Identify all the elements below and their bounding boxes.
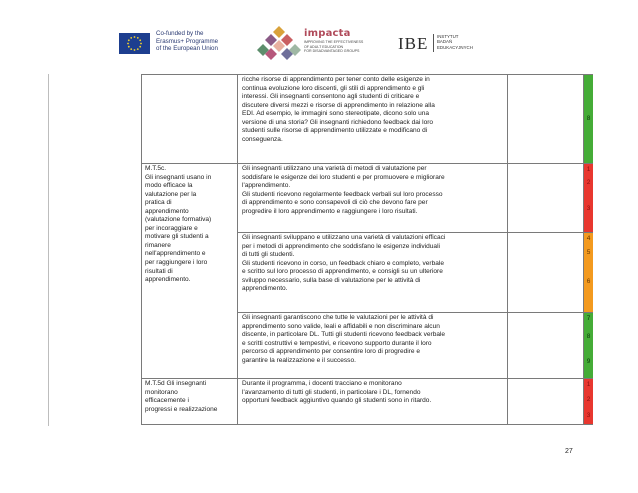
ibe-line: BADAŃ (437, 39, 453, 45)
score-number: 1 (586, 381, 591, 388)
impacta-tagline-line: FOR DISADVANTAGED GROUPS (304, 49, 360, 54)
assessment-table (141, 74, 593, 425)
descriptor-line: l'apprendimento. (242, 182, 291, 190)
descriptor-line: discente, in particolare DL. Tutti gli studenti ricevono feedback verbale (242, 331, 446, 339)
ibe-institute-name (437, 34, 473, 50)
criterion-line: apprendimento. (145, 276, 191, 284)
eu-flag-icon (119, 33, 150, 54)
descriptor-line: sviluppo necessario, sulla base di valutazione per le attività di (242, 276, 421, 284)
ibe-logo-mark: IBE (398, 34, 429, 53)
score-number: 6 (586, 278, 591, 285)
criterion-line: Gli insegnanti usano in (145, 173, 212, 181)
descriptor-cell (238, 313, 508, 379)
descriptor-line: apprendimento. (242, 285, 288, 293)
descriptor-cell (238, 379, 508, 425)
descriptor-line: interessi. Gli insegnanti consentono agli studenti di criticare e (242, 93, 420, 101)
criterion-cell (142, 379, 238, 425)
eu-funding-statement (156, 30, 236, 53)
impacta-geometric-logo-icon (255, 24, 303, 62)
criterion-line: rimanere (145, 241, 171, 249)
notes-cell (508, 75, 584, 164)
ibe-divider (433, 34, 434, 52)
score-number: 9 (586, 358, 591, 365)
descriptor-line: Gli insegnanti garantiscono che tutte le valutazioni per le attività di (242, 314, 434, 321)
score-number: 7 (586, 315, 591, 322)
descriptor-line: soddisfare le esigenze dei loro studenti e per promuovere e migliorare (242, 173, 445, 181)
eu-line: Co-funded by the (156, 30, 204, 37)
descriptor-line: progredire il loro apprendimento e raggiungere i loro risultati. (242, 207, 418, 215)
score-cell (584, 379, 593, 425)
descriptor-line: e scritti costruttivi e tempestivi, e ricevono supporto durante il loro (242, 339, 432, 347)
impacta-name: impacta (304, 28, 351, 39)
criterion-line: risultati di (145, 267, 173, 275)
criterion-line: valutazione per la (145, 190, 197, 198)
descriptor-line: Gli studenti ricevono regolarmente feedback verbali sul loro processo (242, 190, 443, 198)
descriptor-line: EDI. Ad esempio, le immagini sono stereotipate, dicono solo una (242, 110, 430, 118)
page-number: 27 (565, 448, 573, 455)
impacta-tagline-line: IMPROVING THE EFFECTIVENESS (304, 40, 364, 44)
descriptor-line: conseguenza. (242, 135, 283, 143)
descriptor-line: opportuni feedback aggiuntivo quando gli studenti sono in ritardo. (242, 397, 432, 405)
criterion-line: M.T.5d Gli insegnanti (145, 380, 207, 387)
eu-line: Erasmus+ Programme (156, 37, 219, 45)
criterion-line: nell'apprendimento e (145, 250, 206, 258)
notes-cell (508, 379, 584, 425)
descriptor-line: ricche risorse di apprendimento per tener conto delle esigenze in (242, 76, 430, 83)
descriptor-line: discutere diversi mezzi e risorse di apprendimento in relazione alla (242, 101, 435, 109)
score-cell (584, 75, 593, 164)
criterion-line: pratica di (145, 199, 172, 207)
descriptor-line: percorso di apprendimento per consentire loro di progredire e (242, 348, 420, 356)
criterion-line: M.T.5c. (145, 165, 167, 172)
descriptor-line: studenti sulle risorse di apprendimento utilizzate e modificano di (242, 127, 428, 135)
criterion-cell (142, 164, 238, 379)
score-number: 3 (586, 205, 591, 212)
descriptor-line: e scritto sul loro processo di apprendimento, e consigli su un ulteriore (242, 268, 443, 276)
impacta-branding (304, 28, 384, 54)
ibe-line: EDUKACYJNYCH (437, 44, 473, 50)
criterion-line: motivare gli studenti a (145, 233, 209, 241)
score-number: 3 (586, 412, 591, 419)
criterion-line: apprendimento (145, 207, 189, 215)
descriptor-line: di apprendimento e sono consapevoli di ciò che devono fare per (242, 199, 428, 207)
criterion-line: modo efficace la (145, 182, 193, 190)
descriptor-line: Durante il programma, i docenti tracciano e monitorano (242, 380, 402, 387)
notes-cell (508, 233, 584, 313)
score-number: 8 (586, 333, 591, 340)
table-row (142, 379, 593, 425)
descriptor-cell (238, 164, 508, 233)
descriptor-line: l'avanzamento di tutti gli studenti, in particolare i DL, fornendo (242, 388, 421, 396)
criterion-line: monitorano (145, 388, 178, 396)
criterion-line: (valutazione formativa) (145, 216, 212, 224)
criterion-line: per raggiungere i loro (145, 259, 208, 267)
score-number: 4 (586, 235, 591, 242)
descriptor-line: Gli studenti ricevono in corso, un feedback chiaro e completo, verbale (242, 259, 444, 267)
descriptor-line: versione di una storia? Gli insegnanti richiedono feedback dai loro (242, 118, 434, 126)
score-number: 1 (586, 166, 591, 173)
score-number: 2 (586, 179, 591, 186)
descriptor-line: Gli insegnanti utilizzano una varietà di metodi di valutazione per (242, 165, 427, 172)
impacta-tagline-line: OF ADULT EDUCATION (304, 44, 344, 49)
page-margin-rule (48, 74, 49, 426)
criterion-line: per incoraggiare e (145, 224, 198, 232)
descriptor-cell (238, 233, 508, 313)
descriptor-line: garantire la realizzazione e il successo. (242, 356, 356, 364)
criterion-line: progressi e realizzazione (145, 405, 218, 413)
table-row (142, 75, 593, 164)
notes-cell (508, 164, 584, 233)
eu-line: of the European Union (156, 45, 218, 53)
score-cell (584, 313, 593, 379)
page-header (0, 0, 638, 66)
descriptor-line: apprendimento sono valide, leali e affidabili e non discriminare alcun (242, 322, 440, 330)
descriptor-line: Gli insegnanti sviluppano e utilizzano una varietà di valutazioni efficaci (242, 234, 446, 241)
score-number: 8 (586, 115, 591, 122)
descriptor-line: continua evoluzione loro discenti, gli stili di apprendimento e gli (242, 84, 425, 92)
impacta-tagline (304, 40, 384, 54)
table-row (142, 164, 593, 233)
score-number: 2 (586, 396, 591, 403)
criterion-cell (142, 75, 238, 164)
score-number: 5 (586, 249, 591, 256)
ibe-line: INSTYTUT (437, 34, 459, 39)
score-cell (584, 164, 593, 233)
score-band-low (584, 164, 593, 232)
score-band-mid (584, 233, 593, 312)
criterion-line: efficacemente i (145, 397, 189, 405)
descriptor-line: di tutti gli studenti. (242, 251, 295, 259)
notes-cell (508, 313, 584, 379)
score-cell (584, 233, 593, 313)
descriptor-line: per i metodi di apprendimento che soddisfano le esigenze individuali (242, 242, 440, 250)
descriptor-cell (238, 75, 508, 164)
